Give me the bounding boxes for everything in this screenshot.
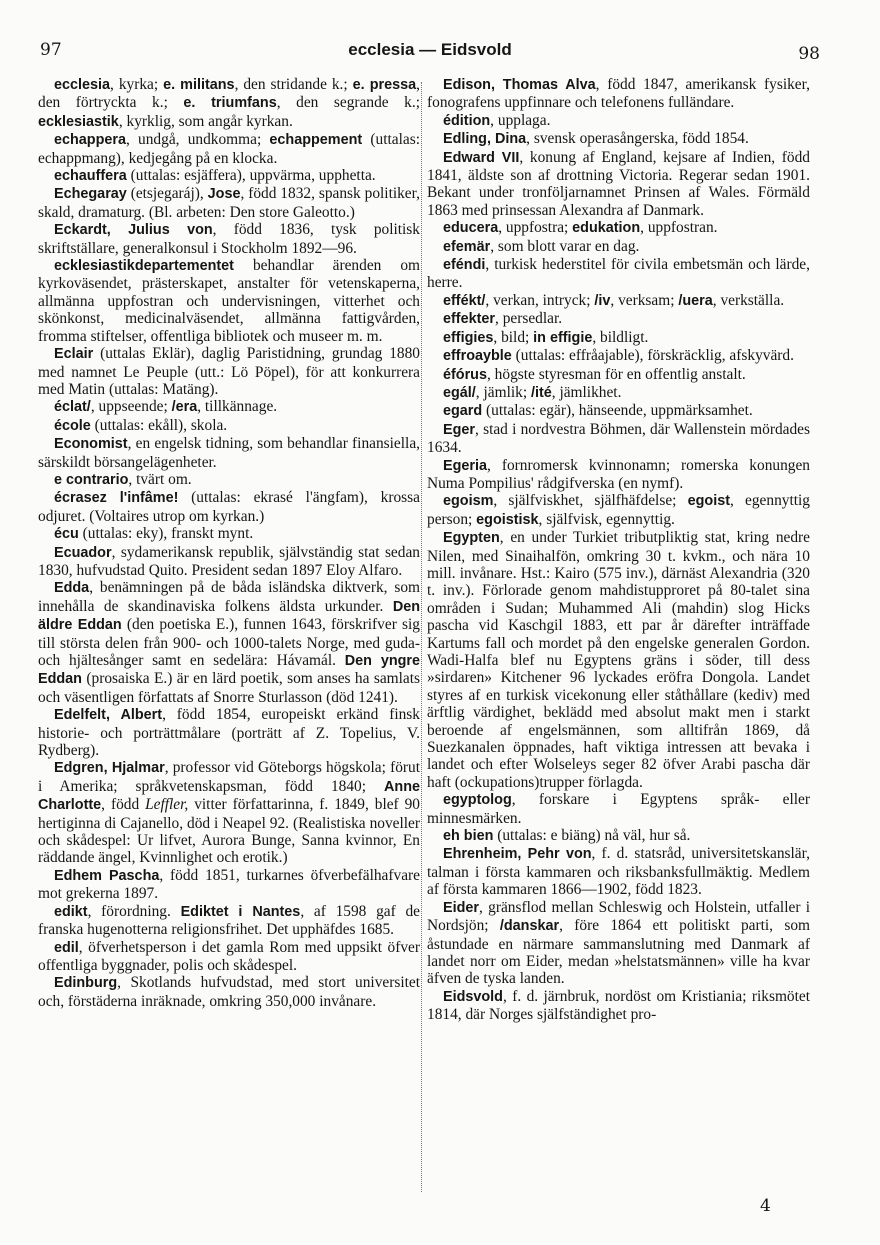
dictionary-entry <box>427 310 810 328</box>
dictionary-entry <box>38 974 420 1010</box>
entry-headword: effékt/ <box>443 292 486 309</box>
entry-headword: écu <box>54 526 79 543</box>
entry-headword: Eider <box>443 899 479 916</box>
entry-headword: educera <box>443 220 499 237</box>
dictionary-entry <box>427 130 810 148</box>
entry-text: , född <box>101 796 146 814</box>
entry-text: (uttalas: eky), franskt mynt. <box>78 525 254 543</box>
entry-headword: /era <box>171 399 198 416</box>
entry-headword: ecclesia <box>54 77 111 93</box>
entry-text: (uttalas: echappmang), kedjegång på en klocka. <box>38 131 420 167</box>
dictionary-entry <box>427 366 810 384</box>
entry-headword: edukation <box>572 220 641 237</box>
dictionary-entry <box>38 706 420 759</box>
entry-text: , född 1847, amerikansk fysiker, fonografens uppfinnare och telefonens fulländare. <box>427 76 810 112</box>
entry-headword: e. militans <box>163 77 235 93</box>
entry-text: (den poetiska E.), funnen 1643, förskrifver sig till största delen från 900- och 1000-talets Norge, med guda- och hjältesånger samt en sedelära: Hávamál. <box>38 616 420 669</box>
dictionary-entry <box>427 238 810 256</box>
dictionary-entry <box>38 167 420 185</box>
entry-headword: Edward VII <box>443 149 520 166</box>
dictionary-entry <box>38 417 420 435</box>
entry-text: vitter författarinna, f. 1849, blef 90 hertiginna di Cajanello, död i Neapel 92. (Realistiska noveller och skådespel: Ur lifvet, Aurora Bunge, Sanna kvinnor, En räddande ängel, Kvinnlighet och erotik.) <box>38 796 420 867</box>
entry-headword: Edling, Dina <box>443 131 527 148</box>
entry-text: (uttalas: e biäng) nå väl, hur så. <box>493 827 691 845</box>
entry-headword: Edhem Pascha <box>54 867 160 884</box>
dictionary-entry <box>38 544 420 580</box>
dictionary-entry <box>38 398 420 416</box>
dictionary-entry <box>427 421 810 457</box>
entry-text: , af 1598 gaf de franska hugenotterna religionsfrihet. Det upphäfdes 1685. <box>38 902 420 939</box>
entry-text: , bildligt. <box>592 328 649 346</box>
entry-text: , före 1864 ett politiskt parti, som åstundade en närmare sammanslutning med Danmark af landet norr om Eider, medan »helstatsmännen» ville ha kvar äfven de tyska landen. <box>427 917 810 988</box>
entry-text: , själfviskhet, själfhäfdelse; <box>493 492 688 510</box>
entry-headword: eh bien <box>443 828 494 845</box>
dictionary-entry <box>38 221 420 257</box>
entry-headword: effigies <box>443 329 494 346</box>
entry-text: (uttalas: esjäffera), uppvärma, upphetta. <box>126 167 376 185</box>
entry-text: , benämningen på de båda isländska diktverk, som innehålla de skandinaviska folkens äldsta urkunder. <box>38 579 420 615</box>
dictionary-entry <box>38 759 420 866</box>
entry-headword: in effigie <box>533 329 593 346</box>
entry-text: , förordning. <box>87 902 181 920</box>
entry-text: , turkisk hederstitel för civila embetsmän och lärde, herre. <box>427 256 810 292</box>
entry-text: , svensk operasångerska, född 1854. <box>526 130 749 148</box>
entry-text: , en engelsk tidning, som behandlar finansiella, särskildt börsangelägenheter. <box>38 435 420 471</box>
dictionary-entry <box>427 347 810 365</box>
dictionary-entry <box>427 402 810 420</box>
dictionary-entry <box>38 525 420 543</box>
entry-text: (uttalas Eklär), daglig Paristidning, grundag 1880 med namnet Le Peuple (utt.: Lö Pöpel), för att konkurrera med Matin (uttalas: Matäng). <box>38 345 420 398</box>
entry-headword: effekter <box>443 311 495 328</box>
entry-text: , f. d. statsråd, universitetskanslär, talman i första kammaren och riksbanksfullmäktig. Medlem af första kammaren 1866—1902, född 1823. <box>427 845 810 899</box>
running-head: ecclesia — Eidsvold <box>348 40 512 59</box>
entry-headword: Jose <box>207 186 241 203</box>
entry-text: , själfvisk, egennyttig. <box>538 510 675 528</box>
entry-headword: écrasez l'infâme! <box>54 490 179 507</box>
entry-text: , den stridande k.; <box>234 76 353 93</box>
entry-text: , upplaga. <box>490 111 551 129</box>
entry-headword: école <box>54 417 91 434</box>
entry-headword: egoist <box>687 493 730 510</box>
dictionary-entry <box>38 471 420 489</box>
entry-text: (prosaiska E.) är en lärd poetik, som anses ha samlats och väsentligen författats af Snorre Sturlasson (död 1241). <box>38 670 420 706</box>
entry-text: , fornromersk kvinnonamn; romerska konungen Numa Pompilius' rådgifverska (en nymf). <box>427 456 810 492</box>
dictionary-entry <box>427 256 810 292</box>
entry-headword: egoistisk <box>476 511 539 528</box>
entry-headword: effroayble <box>443 348 512 365</box>
entry-text: , född 1851, turkarnes öfverbefälhafvare mot grekerna 1897. <box>38 866 420 903</box>
entry-text: (uttalas: ekrasé l'ängfam), krossa odjuret. (Voltaires utrop om kyrkan.) <box>38 489 420 525</box>
entry-headword: Den yngre Eddan <box>38 653 421 688</box>
entry-text: , sydamerikansk republik, självständig stat sedan 1830, hufvudstad Quito. President sedan 1897 Eloy Alfaro. <box>38 543 420 579</box>
dictionary-entry <box>38 903 420 939</box>
entry-text: , en under Turkiet tributpliktig stat, kring nedre Nilen, med Sinaihalfön, omkring 30 t. kvkm., och nära 10 mill. invånare. Hst.: Kairo (575 inv.), därnäst Alexandria (320 t. inv.). Förlorade genom mahdistupproret på 80-talet sina områden i Sudan; Muhammed Ali (mahdin) slog Hicks pascha vid Kaschgil 1883, ett par år därefter inträffade Kartums fall och mordet på den engelske generalen Gordon. Wadi-Halfa blef nu Egyptens gräns i söder, till dess »sirdaren» Kitchener 96 lyckades eröfra Dongola. Landet styres af en turkisk vicekonung eller ståthållare (kediv) med ärftlig värdighet, beklädd med absolut makt men i starkt beroende af engelsmännen, som alltifrån 1869, då Suezkanalen öppnades, haft viktiga intressen att bevaka i landet och efter Wolseleys seger 82 öfver Arabi pascha där haft (ockupations)trupper förlagda. <box>427 529 810 791</box>
dictionary-entry <box>427 149 810 220</box>
dictionary-entry <box>427 827 810 845</box>
entry-text: , kyrka; <box>110 76 164 93</box>
entry-headword: echauffera <box>54 168 127 185</box>
entry-headword: ecklesiastik <box>38 113 119 130</box>
dictionary-entry <box>38 579 420 706</box>
page-number-right: 98 <box>798 44 820 64</box>
entry-headword: egoism <box>443 493 494 510</box>
dictionary-entry <box>427 329 810 347</box>
entry-headword: ecklesiastikdepartementet <box>54 258 234 275</box>
entry-text: , tillkännage. <box>197 398 278 416</box>
entry-text: , gränsflod mellan Schleswig och Holstein, utfaller i Nordsjön; <box>427 898 810 935</box>
entry-headword: Economist <box>54 436 128 453</box>
entry-headword: Echegaray <box>54 186 127 203</box>
entry-text: , född 1836, tysk politisk skriftställare, generalkonsul i Stockholm 1892—96. <box>38 221 420 257</box>
entry-headword: e. pressa <box>352 77 417 93</box>
entry-headword: Den äldre Eddan <box>38 598 420 634</box>
dictionary-entry <box>38 257 420 345</box>
entry-text: , verkan, intryck; <box>485 291 595 309</box>
dictionary-entry <box>427 384 810 402</box>
entry-headword: edil <box>54 939 79 956</box>
entry-headword: e contrario <box>54 471 129 488</box>
entry-text: , född 1854, europeiskt erkänd finsk historie- och porträttmålare (porträtt af Z. Topelius, V. Rydberg). <box>38 706 420 760</box>
entry-text: , uppseende; <box>90 398 172 416</box>
entry-headword: egál/ <box>443 384 476 401</box>
entry-headword: édition <box>443 112 491 129</box>
entry-headword: Ecuador <box>54 544 112 561</box>
entry-headword: Eclair <box>54 346 94 363</box>
entry-headword: edikt <box>54 903 88 920</box>
entry-text: , persedlar. <box>495 310 563 328</box>
signature-mark: 4 <box>760 1196 771 1216</box>
entry-text: , den förtryckta k.; <box>38 76 420 112</box>
entry-text: , Skotlands hufvudstad, med stort universitet och, förstäderna inräknade, omkring 350,000 invånare. <box>38 974 420 1010</box>
entry-text: behandlar ärenden om kyrkoväsendet, prästerskapet, anstalter för vetenskaperna, allmänna uppfostran och undervisningen, vitterhet och skönkonst, medicinalväsendet, allmänna fattigvården, fromma stiftelser, offentliga bibliotek och museer m. m. <box>38 257 420 345</box>
entry-italic-text: Leffler, <box>145 796 189 814</box>
entry-text: , verkställa. <box>712 291 785 309</box>
entry-headword: /iv <box>594 292 611 309</box>
entry-text: , stad i nordvestra Böhmen, där Wallenstein mördades 1634. <box>427 420 810 457</box>
entry-headword: éfórus <box>443 366 487 383</box>
entry-headword: Anne Charlotte <box>38 778 420 814</box>
entry-headword: echappement <box>269 132 363 149</box>
entry-headword: éclat/ <box>54 399 91 416</box>
dictionary-entry <box>38 345 420 398</box>
entry-text: , öfverhetsperson i det gamla Rom med uppsikt öfver offentliga byggnader, polis och skådespel. <box>38 938 420 974</box>
entry-headword: Edgren, Hjalmar <box>54 760 165 777</box>
entry-text: , verksam; <box>610 291 679 309</box>
entry-text: , egennyttig person; <box>427 492 810 528</box>
entry-text: , konung af England, kejsare af Indien, född 1841, äldste son af drottning Victoria. Regerar sedan 1901. Bekant under tronföljarnamnet Prinsen af Wales. Förmäld 1863 med prinsessan Alexandra af Danmark. <box>427 148 810 219</box>
entry-headword: Edelfelt, Albert <box>54 707 163 724</box>
entry-headword: Egypten <box>443 530 500 547</box>
dictionary-entry <box>38 435 420 471</box>
entry-headword: e. triumfans <box>183 95 277 112</box>
entry-text: , jämlik; <box>475 383 531 401</box>
entry-text: (uttalas: effråajable), förskräcklig, afskyvärd. <box>511 347 794 365</box>
entry-text: , bild; <box>493 328 534 346</box>
dictionary-entry <box>427 845 810 898</box>
entry-text: (uttalas: egär), hänseende, uppmärksamhet. <box>482 402 753 420</box>
left-column <box>38 76 420 1010</box>
entry-headword: echappera <box>54 132 126 149</box>
right-column <box>427 76 810 1024</box>
entry-headword: Eidsvold <box>443 988 503 1005</box>
entry-text: , kyrklig, som angår kyrkan. <box>118 112 293 130</box>
entry-headword: efemär <box>443 238 491 255</box>
entry-headword: Eger <box>443 421 475 438</box>
entry-headword: egard <box>443 403 483 420</box>
dictionary-entry <box>427 219 810 237</box>
entry-headword: Egeria <box>443 457 487 474</box>
page-number-left: 97 <box>40 40 62 60</box>
entry-headword: Eckardt, Julius von <box>54 222 213 239</box>
dictionary-entry <box>427 492 810 529</box>
dictionary-entry <box>38 131 420 167</box>
entry-headword: Ediktet i Nantes <box>180 903 301 920</box>
column-divider <box>421 82 422 1192</box>
entry-headword: /danskar <box>499 918 560 935</box>
dictionary-entry <box>427 988 810 1024</box>
entry-headword: /uera <box>678 292 713 309</box>
dictionary-entry <box>427 292 810 310</box>
entry-headword: /ité <box>530 384 552 401</box>
page-header <box>40 40 820 70</box>
dictionary-entry <box>427 899 810 988</box>
dictionary-entry <box>38 939 420 975</box>
entry-headword: Edison, Thomas Alva <box>443 77 596 93</box>
entry-headword: Edda <box>54 580 90 597</box>
dictionary-entry <box>427 457 810 493</box>
entry-text: , forskare i Egyptens språk- eller minnesmärken. <box>427 791 810 827</box>
dictionary-entry <box>38 185 420 221</box>
entry-text: (etsjegaráj), <box>126 185 208 203</box>
entry-headword: Ehrenheim, Pehr von <box>443 846 592 863</box>
dictionary-entry <box>427 112 810 130</box>
entry-text: , som blott varar en dag. <box>490 237 640 255</box>
dictionary-entry <box>427 529 810 791</box>
entry-text: , född 1832, spansk politiker, skald, dramaturg. (Bl. arbeten: Den store Galeotto.) <box>38 185 420 221</box>
dictionary-entry <box>427 76 810 112</box>
entry-text: , uppfostra; <box>498 219 573 237</box>
dictionary-entry <box>38 76 420 131</box>
entry-text: , jämlikhet. <box>551 383 622 401</box>
entry-text: , f. d. järnbruk, nordöst om Kristiania; riksmötet 1814, där Norges själfständighet pro- <box>427 987 810 1024</box>
dictionary-entry <box>38 489 420 525</box>
entry-text: , högste styresman för en offentlig anstalt. <box>486 365 746 383</box>
dictionary-entry <box>38 867 420 903</box>
entry-text: (uttalas: ekåll), skola. <box>90 416 228 434</box>
entry-headword: Edinburg <box>54 975 118 992</box>
entry-headword: egyptolog <box>443 792 512 809</box>
entry-text: , professor vid Göteborgs högskola; förut i Amerika; språkvetenskapsman, född 1840; <box>38 759 420 795</box>
dictionary-entry <box>427 791 810 827</box>
entry-text: , den segrande k.; <box>276 94 420 112</box>
entry-text: , uppfostran. <box>640 219 718 237</box>
entry-text: , undgå, undkomma; <box>126 131 270 149</box>
entry-text: , tvärt om. <box>128 470 192 488</box>
entry-headword: eféndi <box>443 257 486 274</box>
